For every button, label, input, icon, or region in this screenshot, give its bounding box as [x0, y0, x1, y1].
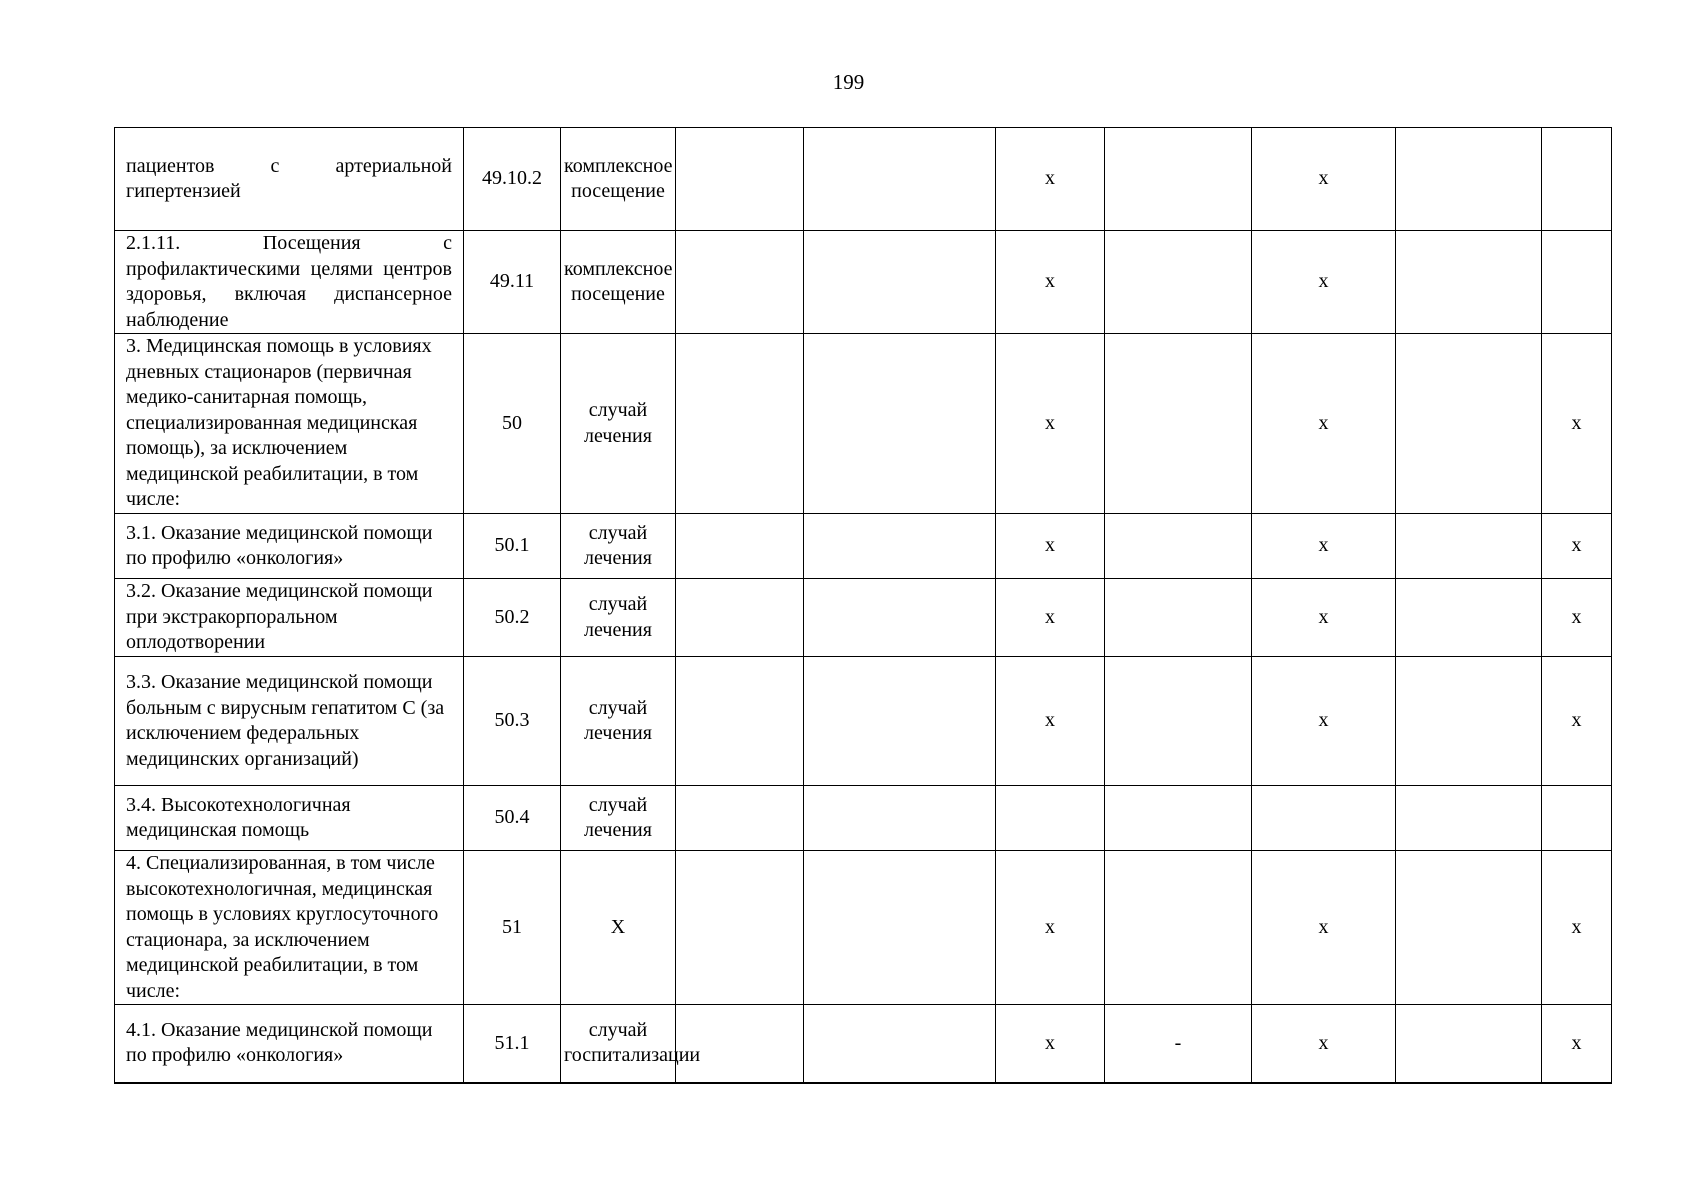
row-col4-cell: [676, 231, 804, 334]
row-col5-cell: [804, 514, 996, 579]
row-code-cell: 50.3: [464, 657, 561, 786]
row-col8-cell: х: [1252, 1005, 1396, 1083]
row-code-cell: 51: [464, 851, 561, 1005]
row-col8-cell: х: [1252, 851, 1396, 1005]
row-col8-cell: х: [1252, 579, 1396, 657]
row-col4-cell: [676, 128, 804, 231]
table-row: [115, 128, 1612, 231]
row-col10-cell: х: [1542, 657, 1612, 786]
row-col7-cell: [1105, 334, 1252, 514]
row-unit-cell: комплексное посещение: [561, 231, 676, 334]
row-name-cell: 4. Специализированная, в том числе высокотехнологичная, медицинская помощь в условиях круглосуточного стационара, за исключением медицинской реабилитации, в том числе:: [115, 851, 464, 1005]
row-name-cell: 3.2. Оказание медицинской помощи при экстракорпоральном оплодотворении: [115, 579, 464, 657]
row-code-cell: 51.1: [464, 1005, 561, 1083]
row-col9-cell: [1396, 786, 1542, 851]
row-code-cell: 50.2: [464, 579, 561, 657]
table-row: [115, 1005, 1612, 1083]
row-col10-cell: [1542, 128, 1612, 231]
row-unit-cell: случай лечения: [561, 514, 676, 579]
row-col5-cell: [804, 1005, 996, 1083]
row-name-cell: 4.1. Оказание медицинской помощи по профилю «онкология»: [115, 1005, 464, 1083]
row-col6-cell: х: [996, 851, 1105, 1005]
row-col6-cell: х: [996, 128, 1105, 231]
row-name-cell: 3.4. Высокотехнологичная медицинская помощь: [115, 786, 464, 851]
row-col10-cell: х: [1542, 851, 1612, 1005]
row-col9-cell: [1396, 579, 1542, 657]
row-col4-cell: [676, 514, 804, 579]
table-row: [115, 579, 1612, 657]
row-col9-cell: [1396, 231, 1542, 334]
row-col6-cell: [996, 786, 1105, 851]
table-row: [115, 657, 1612, 786]
row-col6-cell: х: [996, 231, 1105, 334]
row-col10-cell: [1542, 786, 1612, 851]
row-col4-cell: [676, 334, 804, 514]
row-unit-cell: случай госпитализации: [561, 1005, 676, 1083]
table-row: [115, 334, 1612, 514]
row-code-cell: 50.4: [464, 786, 561, 851]
page-number: 199: [832, 70, 865, 94]
row-col6-cell: х: [996, 1005, 1105, 1083]
row-col8-cell: х: [1252, 334, 1396, 514]
table-row: [115, 514, 1612, 579]
data-table: [114, 127, 1612, 1084]
row-col7-cell: [1105, 128, 1252, 231]
row-col10-cell: х: [1542, 1005, 1612, 1083]
row-name-cell: 3.3. Оказание медицинской помощи больным с вирусным гепатитом С (за исключением федеральных медицинских организаций): [115, 657, 464, 786]
row-col7-cell: -: [1105, 1005, 1252, 1083]
row-col4-cell: [676, 851, 804, 1005]
row-unit-cell: случай лечения: [561, 334, 676, 514]
row-col9-cell: [1396, 128, 1542, 231]
row-name-cell: пациентов с артериальной гипертензией: [115, 128, 464, 231]
row-col10-cell: [1542, 231, 1612, 334]
row-col5-cell: [804, 851, 996, 1005]
row-code-cell: 50.1: [464, 514, 561, 579]
row-code-cell: 50: [464, 334, 561, 514]
row-col10-cell: х: [1542, 514, 1612, 579]
row-code-cell: 49.10.2: [464, 128, 561, 231]
row-col8-cell: х: [1252, 657, 1396, 786]
row-col9-cell: [1396, 657, 1542, 786]
row-col5-cell: [804, 786, 996, 851]
row-col7-cell: [1105, 851, 1252, 1005]
row-col5-cell: [804, 128, 996, 231]
row-name-cell: 3.1. Оказание медицинской помощи по профилю «онкология»: [115, 514, 464, 579]
row-col4-cell: [676, 786, 804, 851]
row-unit-cell: комплексное посещение: [561, 128, 676, 231]
row-code-cell: 49.11: [464, 231, 561, 334]
row-col7-cell: [1105, 514, 1252, 579]
row-col4-cell: [676, 579, 804, 657]
row-col10-cell: х: [1542, 579, 1612, 657]
row-col9-cell: [1396, 1005, 1542, 1083]
row-col6-cell: х: [996, 514, 1105, 579]
row-name-cell: 2.1.11. Посещения с профилактическими целями центров здоровья, включая диспансерное наблюдение: [115, 231, 464, 334]
row-col6-cell: х: [996, 657, 1105, 786]
row-name-cell: 3. Медицинская помощь в условиях дневных стационаров (первичная медико-санитарная помощь, специализированная медицинская помощь), за исключением медицинской реабилитации, в том числе:: [115, 334, 464, 514]
row-unit-cell: случай лечения: [561, 657, 676, 786]
row-col7-cell: [1105, 657, 1252, 786]
row-col5-cell: [804, 231, 996, 334]
row-unit-cell: Х: [561, 851, 676, 1005]
row-col7-cell: [1105, 786, 1252, 851]
row-col9-cell: [1396, 851, 1542, 1005]
row-unit-cell: случай лечения: [561, 786, 676, 851]
row-col8-cell: х: [1252, 128, 1396, 231]
row-col7-cell: [1105, 231, 1252, 334]
row-col8-cell: х: [1252, 231, 1396, 334]
row-col9-cell: [1396, 514, 1542, 579]
row-col9-cell: [1396, 334, 1542, 514]
row-col5-cell: [804, 579, 996, 657]
row-col4-cell: [676, 657, 804, 786]
table-row: [115, 231, 1612, 334]
table-row: [115, 786, 1612, 851]
row-col8-cell: х: [1252, 514, 1396, 579]
row-unit-cell: случай лечения: [561, 579, 676, 657]
table-row: [115, 851, 1612, 1005]
row-col7-cell: [1105, 579, 1252, 657]
row-col5-cell: [804, 334, 996, 514]
row-col8-cell: [1252, 786, 1396, 851]
row-col5-cell: [804, 657, 996, 786]
row-col6-cell: х: [996, 334, 1105, 514]
row-col6-cell: х: [996, 579, 1105, 657]
row-col10-cell: х: [1542, 334, 1612, 514]
